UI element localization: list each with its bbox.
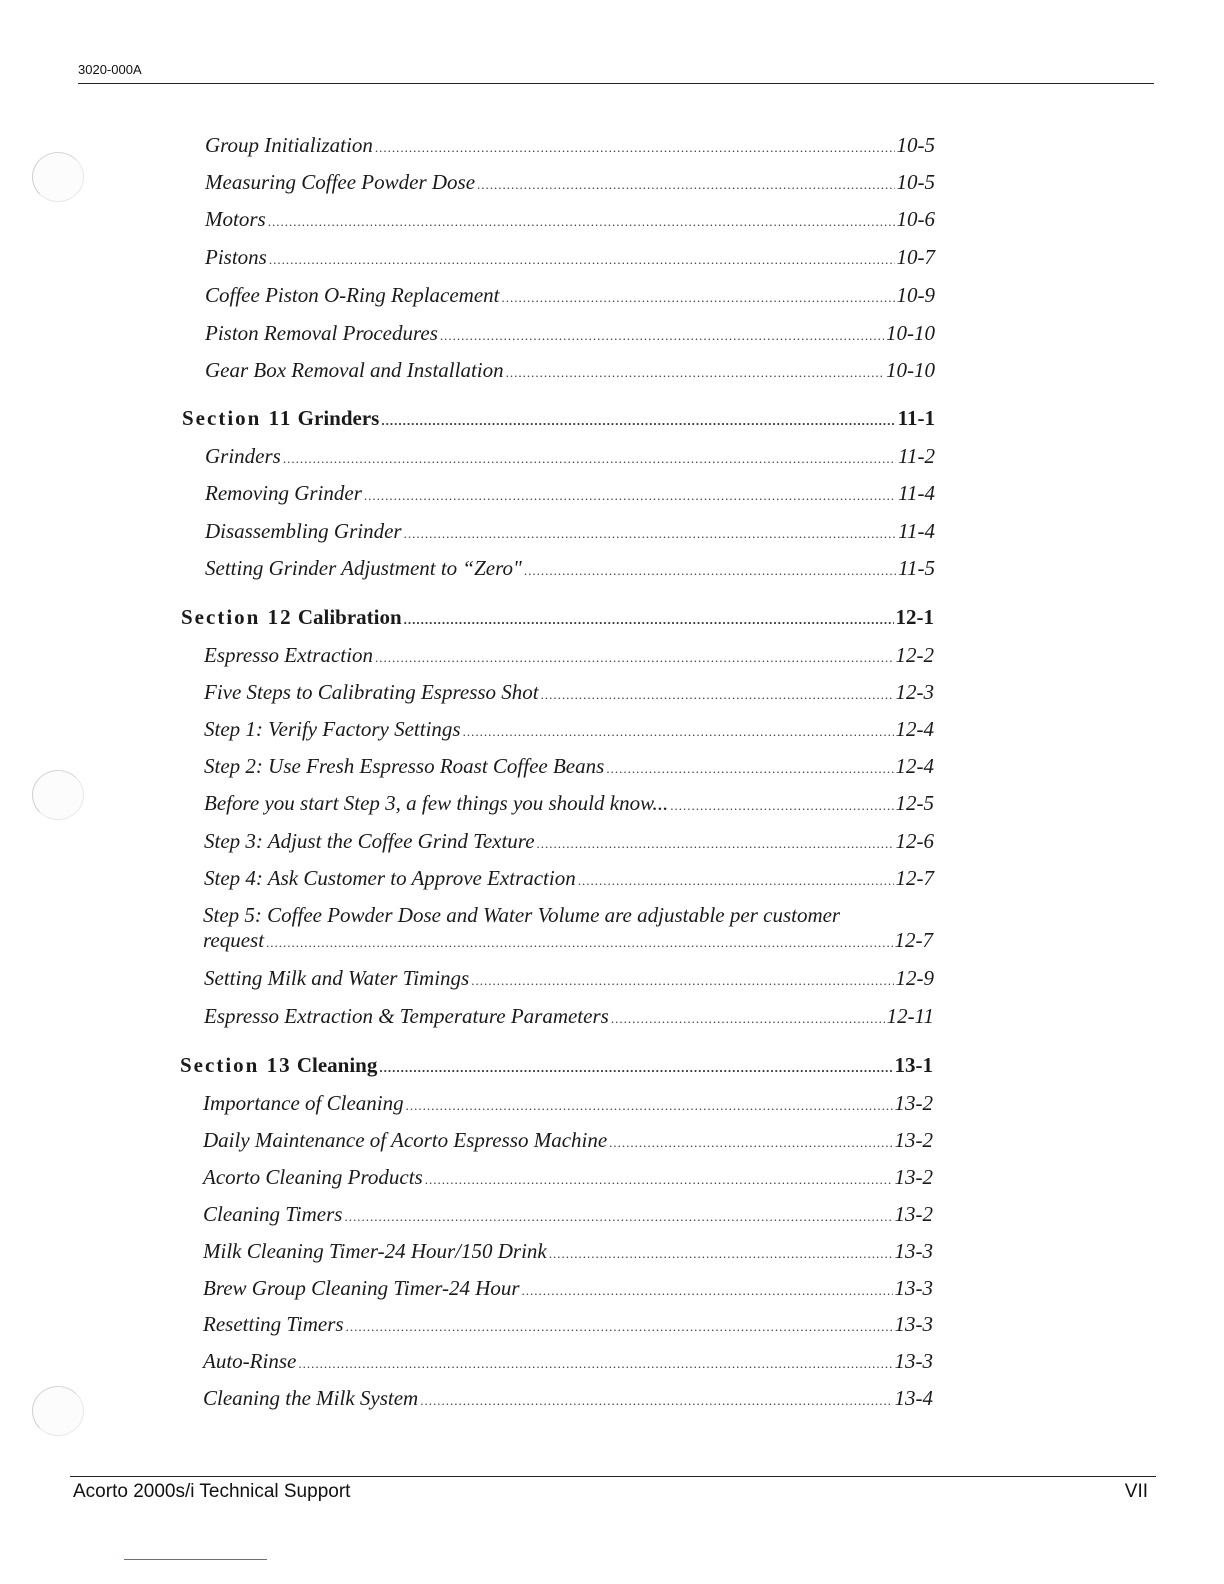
toc-entry-page: 12-11 [886,1004,934,1028]
toc-entry-page: 12-2 [895,643,934,667]
toc-entry-page: 13-3 [894,1349,933,1373]
leader-dots [379,1060,892,1076]
section-page: 13-1 [894,1053,933,1077]
leader-dots [522,1283,893,1299]
toc-entry-label-line2: request [203,928,265,952]
toc-entry-page: 10-5 [896,133,935,157]
bottom-scan-line [124,1559,267,1560]
toc-entry-page: 12-7 [895,866,934,890]
toc-entry-cleaning-milk-system[interactable] [203,1386,933,1411]
toc-entry-page: 13-3 [894,1312,933,1336]
toc-entry-label: Importance of Cleaning [203,1091,404,1115]
toc-entry-label: Resetting Timers [203,1312,344,1336]
toc-entry-page: 12-5 [895,791,934,815]
toc-entry-before-step-3[interactable] [204,791,934,816]
toc-entry-grinders[interactable] [205,444,935,469]
toc-entry-page: 10-9 [896,283,935,307]
toc-entry-label: Step 2: Use Fresh Espresso Roast Coffee Beans [204,754,605,778]
section-number: Section 11 [182,406,293,430]
toc-entry-importance-of-cleaning[interactable] [203,1091,933,1116]
toc-entry-page: 13-2 [894,1128,933,1152]
toc-entry-label: Auto-Rinse [203,1349,297,1373]
toc-entry-label: Coffee Piston O-Ring Replacement [205,283,500,307]
toc-entry-group-initialization[interactable] [205,133,935,158]
toc-section-11-grinders[interactable] [182,406,935,431]
toc-entry-label: Daily Maintenance of Acorto Espresso Machine [203,1128,608,1152]
leader-dots [425,1172,893,1188]
toc-entry-page: 11-4 [898,519,935,543]
toc-entry-label-line1: Step 5: Coffee Powder Dose and Water Volume are adjustable per customer [203,903,841,927]
leader-dots [541,687,894,703]
toc-entry-page: 13-2 [894,1165,933,1189]
toc-entry-measuring-coffee-powder-dose[interactable] [205,170,935,195]
toc-entry-label: Disassembling Grinder [205,519,402,543]
toc-entry-label: Setting Grinder Adjustment to “Zero" [205,556,522,580]
leader-dots [268,214,895,230]
leader-dots [537,836,894,852]
toc-entry-page: 11-5 [898,556,935,580]
toc-entry-brew-group-cleaning-timer[interactable] [203,1276,933,1301]
toc-entry-page: 10-10 [886,321,935,345]
doc-number: 3020-000A [78,62,142,77]
leader-dots [524,563,896,579]
toc-entry-label: Step 1: Verify Factory Settings [204,717,461,741]
punch-hole-middle [32,770,84,820]
toc-entry-page: 13-2 [894,1202,933,1226]
leader-dots [375,140,895,156]
toc-entry-label: Step 3: Adjust the Coffee Grind Texture [204,829,535,853]
toc-entry-page: 13-3 [894,1239,933,1263]
leader-dots [406,1098,893,1114]
footer-rule [70,1476,1156,1477]
leader-dots [506,365,884,381]
leader-dots [298,1356,892,1372]
leader-dots [404,612,894,628]
toc-entry-step-3[interactable] [204,829,934,854]
section-heading [180,1053,377,1078]
toc-entry-milk-cleaning-timer[interactable] [203,1239,933,1264]
toc-entry-step-5-line2 [203,928,933,953]
leader-dots [463,724,894,740]
section-title: Calibration [297,605,402,629]
toc-entry-removing-grinder[interactable] [205,481,935,506]
toc-entry-acorto-cleaning-products[interactable] [203,1165,933,1190]
toc-entry-page: 13-2 [894,1091,933,1115]
toc-entry-motors[interactable] [205,207,935,232]
toc-entry-coffee-piston-o-ring-replacement[interactable] [205,283,935,308]
leader-dots [269,252,895,268]
toc-entry-daily-maintenance[interactable] [203,1128,933,1153]
toc-entry-setting-milk-water-timings[interactable] [204,966,934,991]
toc-entry-step-2[interactable] [204,754,934,779]
toc-entry-label: Milk Cleaning Timer-24 Hour/150 Drink [203,1239,547,1263]
section-heading [182,406,379,431]
leader-dots [609,1135,892,1151]
section-title: Grinders [297,406,380,430]
toc-entry-five-steps[interactable] [204,680,934,705]
leader-dots [364,488,896,504]
toc-entry-step-5[interactable] [203,903,933,953]
toc-entry-page: 10-5 [896,170,935,194]
toc-entry-page: 11-4 [898,481,935,505]
leader-dots [670,798,893,814]
toc-entry-auto-rinse[interactable] [203,1349,933,1374]
leader-dots [606,761,893,777]
toc-entry-label: Motors [205,207,266,231]
leader-dots [420,1393,892,1409]
leader-dots [477,177,894,193]
toc-entry-espresso-extraction[interactable] [204,643,934,668]
punch-hole-top [32,152,84,202]
toc-entry-label: Setting Milk and Water Timings [204,966,470,990]
section-title: Cleaning [296,1053,378,1077]
punch-hole-bottom [32,1386,84,1436]
section-number: Section 12 [181,605,293,629]
leader-dots [283,451,896,467]
toc-entry-page: 12-3 [895,680,934,704]
toc-entry-espresso-extraction-temperature[interactable] [204,1004,934,1029]
toc-entry-label: Grinders [205,444,281,468]
leader-dots [266,935,892,951]
leader-dots [381,413,895,429]
toc-entry-piston-removal-procedures[interactable] [205,321,935,346]
toc-entry-label: Piston Removal Procedures [205,321,438,345]
leader-dots [611,1011,885,1027]
toc-section-13-cleaning[interactable] [180,1053,933,1078]
toc-entry-label: Group Initialization [205,133,373,157]
toc-entry-page: 12-7 [894,928,933,952]
toc-entry-label: Removing Grinder [205,481,362,505]
leader-dots [375,650,894,666]
toc-entry-page: 13-4 [894,1386,933,1410]
toc-entry-label: Five Steps to Calibrating Espresso Shot [204,680,539,704]
toc-entry-label: Measuring Coffee Powder Dose [205,170,476,194]
toc-entry-page: 13-3 [894,1276,933,1300]
leader-dots [346,1319,893,1335]
leader-dots [440,328,884,344]
section-page: 12-1 [895,605,934,629]
section-heading [181,605,402,630]
toc-entry-label: Brew Group Cleaning Timer-24 Hour [203,1276,520,1300]
toc-entry-page: 11-2 [898,444,935,468]
leader-dots [404,526,896,542]
leader-dots [344,1209,892,1225]
toc-entry-page: 10-6 [896,207,935,231]
toc-entry-cleaning-timers[interactable] [203,1202,933,1227]
footer-title: Acorto 2000s/i Technical Support [73,1481,351,1502]
leader-dots [578,873,894,889]
toc-entry-label: Step 4: Ask Customer to Approve Extraction [204,866,576,890]
toc-entry-step-4[interactable] [204,866,934,891]
toc-entry-page: 10-7 [896,245,935,269]
section-page: 11-1 [897,406,935,430]
toc-entry-label: Cleaning Timers [203,1202,343,1226]
leader-dots [502,290,895,306]
leader-dots [471,973,893,989]
toc-entry-setting-grinder-adjustment[interactable] [205,556,935,581]
toc-entry-gear-box-removal[interactable] [205,358,935,383]
toc-entry-step-1[interactable] [204,717,934,742]
toc-entry-label: Acorto Cleaning Products [203,1165,423,1189]
toc-entry-label: Cleaning the Milk System [203,1386,419,1410]
section-number: Section 13 [180,1053,292,1077]
toc-entry-page: 12-6 [895,829,934,853]
toc-entry-page: 12-9 [895,966,934,990]
footer-page-number: VII [1124,1481,1148,1502]
toc-entry-page: 12-4 [895,754,934,778]
toc-entry-label: Espresso Extraction & Temperature Parameters [204,1004,609,1028]
toc-entry-page: 12-4 [895,717,934,741]
toc-entry-resetting-timers[interactable] [203,1312,933,1337]
toc-entry-label: Pistons [205,245,267,269]
toc-entry-label: Espresso Extraction [204,643,373,667]
header-rule [78,83,1154,84]
toc-section-12-calibration[interactable] [181,605,934,630]
toc-entry-label: Before you start Step 3, a few things you should know... [204,791,669,815]
leader-dots [549,1246,893,1262]
toc-entry-label: Gear Box Removal and Installation [205,358,504,382]
toc-entry-page: 10-10 [886,358,935,382]
toc-entry-disassembling-grinder[interactable] [205,519,935,544]
toc-entry-pistons[interactable] [205,245,935,270]
